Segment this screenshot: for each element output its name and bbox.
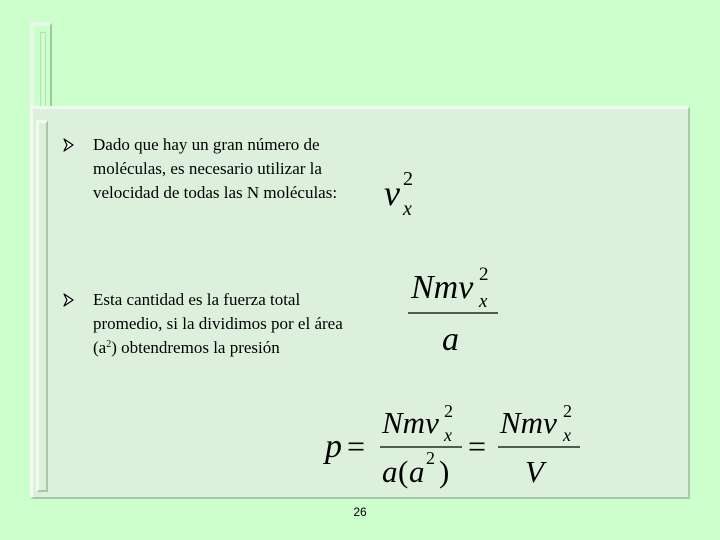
- eq-frac1-den-sup: 2: [426, 448, 435, 468]
- eq-frac1-den-paren-close: ): [439, 454, 450, 489]
- equation-vx-squared: [381, 161, 431, 227]
- bullet-text-part: Esta cantidad es la fuerza total promedio, si la dividimos por el área (a: [93, 290, 343, 357]
- eq-equals: =: [468, 428, 487, 464]
- page-number: 26: [353, 505, 367, 519]
- eq-sub: x: [479, 291, 488, 312]
- eq-base: v: [384, 173, 400, 213]
- eq-lhs: p: [325, 428, 342, 465]
- equation-pressure: [320, 402, 590, 492]
- superscript: 2: [106, 339, 112, 350]
- eq-numerator: Nmv: [411, 269, 474, 306]
- eq-frac1-den-a: a: [382, 454, 398, 489]
- eq-frac2-sup: 2: [563, 402, 572, 421]
- bullet-item-2: [62, 288, 362, 360]
- eq-frac1-den-paren-open: (: [398, 454, 409, 489]
- bullet-text: [93, 288, 362, 360]
- eq-sup: 2: [403, 168, 413, 190]
- eq-denominator: a: [442, 321, 459, 358]
- eq-equals: =: [347, 428, 366, 464]
- eq-frac1-den-inner-a: a: [409, 454, 425, 489]
- eq-frac2-numerator: Nmv: [500, 405, 557, 440]
- eq-sup: 2: [479, 264, 489, 285]
- bullet-text: Dado que hay un gran número de moléculas, es necesario utilizar la velocidad de todas las N moléculas:: [93, 135, 338, 202]
- eq-sub: x: [403, 198, 412, 220]
- bullet-text-part: ) obtendremos la presión: [111, 338, 280, 357]
- eq-frac2-sub: x: [563, 425, 571, 445]
- eq-frac1-sup: 2: [444, 402, 453, 421]
- eq-frac1-numerator: Nmv: [382, 405, 439, 440]
- decorative-frame-left: [36, 120, 48, 492]
- eq-frac1-sub: x: [444, 425, 452, 445]
- arrow-bullet-icon: [62, 290, 76, 310]
- arrow-bullet-icon: [62, 135, 76, 155]
- bullet-item-1: [62, 133, 362, 205]
- eq-frac2-denominator: V: [525, 454, 544, 489]
- equation-force-fraction: [404, 262, 504, 358]
